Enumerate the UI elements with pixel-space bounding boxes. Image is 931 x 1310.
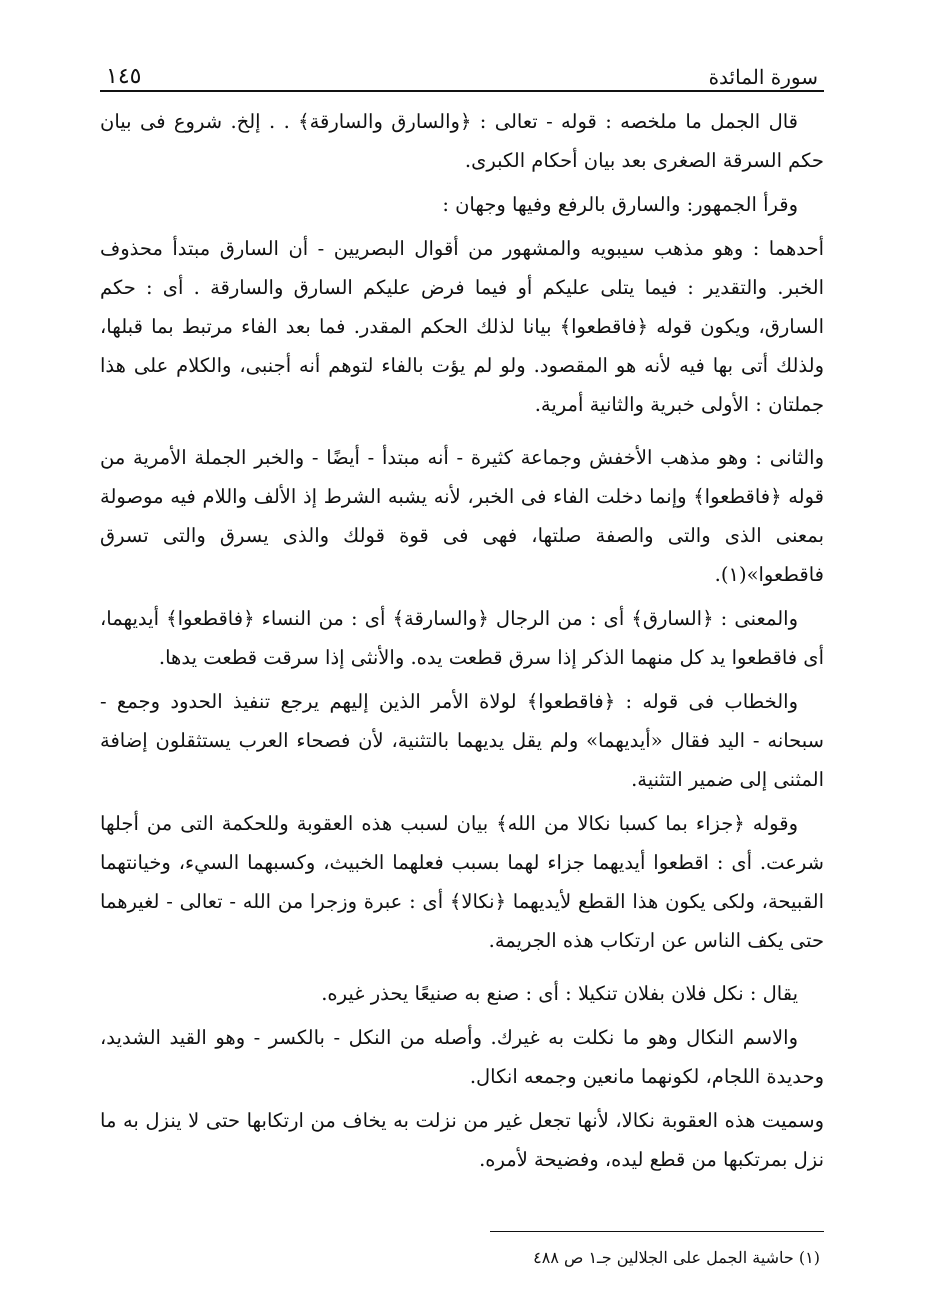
footnote-divider [490, 1231, 824, 1232]
page-body [100, 102, 824, 1179]
paragraph-first-view: أحدهما : وهو مذهب سيبويه والمشهور من أقوال البصريين - أن السارق مبتدأ محذوف الخبر. والتقدير : فيما يتلى عليكم أو فيما فرض عليكم السارق والسارقة . أى : حكم السارق، ويكون قوله ﴿فاقطعوا﴾ بيانا لذلك الحكم المقدر. فما بعد الفاء مرتبط بما قبلها، ولذلك أتى بها فيه لأنه هو المقصود. ولو لم يؤت بالفاء لتوهم أنه أجنبى، والكلام على هذا جملتان : الأولى خبرية والثانية أمرية. [100, 237, 824, 416]
paragraph-meaning: والمعنى : ﴿السارق﴾ أى : من الرجال ﴿والسارقة﴾ أى : من النساء ﴿فاقطعوا﴾ أيديهما، أى فاقطعوا يد كل منهما الذكر إذا سرق قطعت يده. والأنثى إذا سرقت قطعت يدها. [100, 607, 824, 669]
paragraph-noun: والاسم النكال وهو ما نكلت به غيرك. وأصله من النكل - بالكسر - وهو القيد الشديد، وحديدة اللجام، لكونهما مانعين وجمعه انكال. [100, 1026, 824, 1088]
paragraph-reading: وقرأ الجمهور: والسارق بالرفع وفيها وجهان : [442, 193, 798, 216]
footnote: (١) حاشية الجمل على الجلالين جـ١ ص ٤٨٨ [533, 1248, 820, 1267]
paragraph-second-view: والثانى : وهو مذهب الأخفش وجماعة كثيرة - أنه مبتدأ - أيضًا - والخبر الجملة الأمرية من قوله ﴿فاقطعوا﴾ وإنما دخلت الفاء فى الخبر، لأنه يشبه الشرط إذ الألف واللام فيه موصولة بمعنى الذى والتى والصفة صلتها، فهى فى قوة قولك والذى يسرق والتى تسرق فاقطعوا»(١). [100, 446, 824, 586]
book-page [100, 56, 824, 1270]
surah-title: سورة المائدة [708, 65, 818, 89]
paragraph-address: والخطاب فى قوله : ﴿فاقطعوا﴾ لولاة الأمر الذين إليهم يرجع تنفيذ الحدود وجمع - سبحانه - اليد فقال «أيديهما» ولم يقل يديهما بالتثنية، لأن فصحاء العرب يستثقلون إضافة المثنى إلى ضمير التثنية. [100, 690, 824, 791]
paragraph-naming: وسميت هذه العقوبة نكالا، لأنها تجعل غير من نزلت به يخاف من ارتكابها حتى لا ينزل به ما نزل بمرتكبها من قطع ليده، وفضيحة لأمره. [100, 1109, 824, 1171]
page-header [100, 56, 824, 92]
page-number: ١٤٥ [106, 64, 142, 89]
paragraph-definition: يقال : نكل فلان بفلان تنكيلا : أى : صنع به صنيعًا يحذر غيره. [321, 982, 798, 1005]
paragraph-recompense: وقوله ﴿جزاء بما كسبا نكالا من الله﴾ بيان لسبب هذه العقوبة وللحكمة التى من أجلها شرعت. أى : اقطعوا أيديهما جزاء لهما بسبب فعلهما الخبيث، وكسبهما السيء، وخيانتهما القبيحة، ولكى يكون هذا القطع لأيديهما ﴿نكالا﴾ أى : عبرة وزجرا من الله - تعالى - لغيرهما حتى يكف الناس عن ارتكاب هذه الجريمة. [100, 812, 824, 952]
paragraph-intro: قال الجمل ما ملخصه : قوله - تعالى : ﴿والسارق والسارقة﴾ . . إلخ. شروع فى بيان حكم السرقة الصغرى بعد بيان أحكام الكبرى. [100, 110, 824, 172]
